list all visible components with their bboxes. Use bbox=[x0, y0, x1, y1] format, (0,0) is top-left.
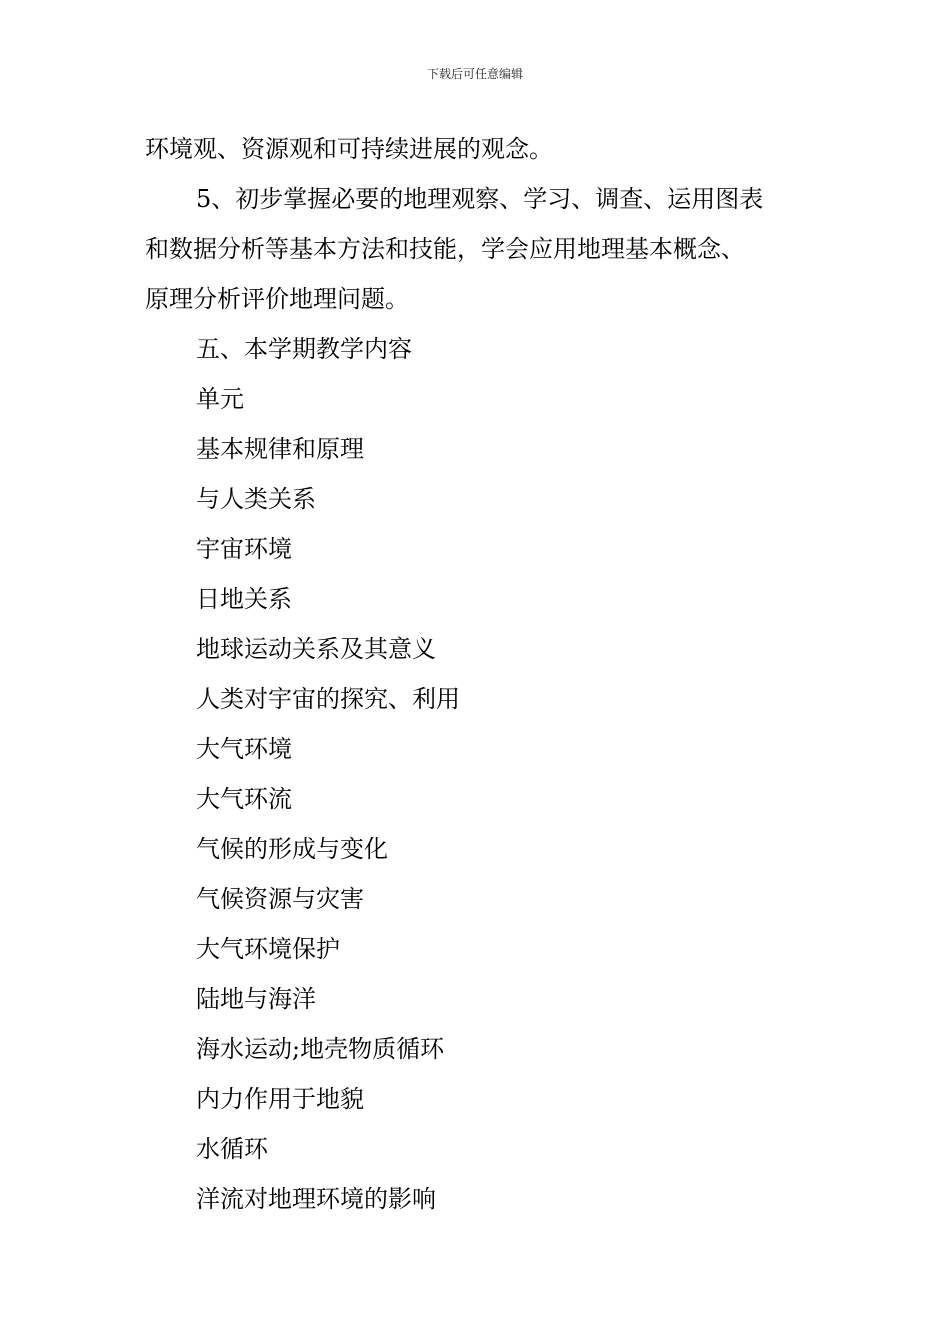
page-header: 下载后可任意编辑 bbox=[426, 67, 523, 81]
list-item: 地球运动关系及其意义 bbox=[196, 635, 436, 663]
list-item: 水循环 bbox=[196, 1135, 268, 1163]
list-item: 大气环境保护 bbox=[196, 935, 340, 963]
section-heading: 五、本学期教学内容 bbox=[196, 335, 412, 363]
paragraph-line: 和数据分析等基本方法和技能，学会应用地理基本概念、 bbox=[145, 235, 745, 263]
list-item: 海水运动;地壳物质循环 bbox=[196, 1035, 445, 1063]
document-body bbox=[145, 124, 815, 1224]
list-item: 陆地与海洋 bbox=[196, 985, 316, 1013]
list-item: 日地关系 bbox=[196, 585, 292, 613]
list-item: 宇宙环境 bbox=[196, 535, 292, 563]
list-item: 大气环流 bbox=[196, 785, 292, 813]
paragraph-line: 5、初步掌握必要的地理观察、学习、调查、运用图表 bbox=[196, 185, 764, 213]
list-item: 基本规律和原理 bbox=[196, 435, 364, 463]
list-item: 大气环境 bbox=[196, 735, 292, 763]
list-item: 人类对宇宙的探究、利用 bbox=[196, 685, 460, 713]
list-item: 与人类关系 bbox=[196, 485, 316, 513]
list-item: 洋流对地理环境的影响 bbox=[196, 1185, 436, 1213]
paragraph-line: 环境观、资源观和可持续进展的观念。 bbox=[145, 135, 553, 163]
list-item: 气候的形成与变化 bbox=[196, 835, 388, 863]
list-item: 内力作用于地貌 bbox=[196, 1085, 364, 1113]
paragraph-line: 原理分析评价地理问题。 bbox=[145, 285, 409, 313]
list-item: 单元 bbox=[196, 385, 244, 413]
list-item: 气候资源与灾害 bbox=[196, 885, 364, 913]
